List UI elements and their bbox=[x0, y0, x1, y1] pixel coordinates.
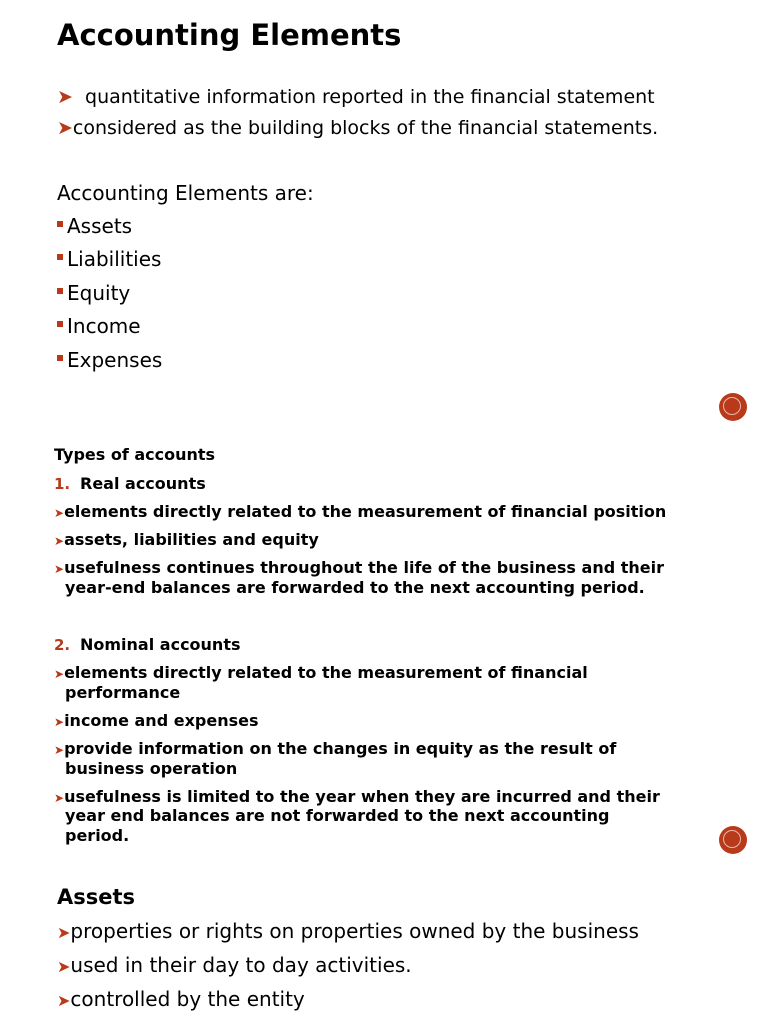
element-item: Expenses bbox=[57, 348, 162, 372]
square-bullet-icon bbox=[57, 221, 63, 227]
nominal-bullet-continuation: period. bbox=[65, 826, 130, 845]
arrow-bullet-icon: ➤ bbox=[54, 506, 65, 520]
real-bullet: ➤usefulness continues throughout the life of the business and their bbox=[54, 558, 664, 577]
arrow-bullet-icon: ➤ bbox=[54, 667, 65, 681]
real-accounts-label: 1. Real accounts bbox=[54, 474, 206, 493]
slide1-title: Accounting Elements bbox=[57, 18, 402, 52]
nominal-bullet: ➤income and expenses bbox=[54, 711, 259, 730]
slide1-bullet-1: ➤ quantitative information reported in the financial statement bbox=[57, 86, 655, 108]
square-bullet-icon bbox=[57, 254, 63, 260]
arrow-bullet-icon: ➤ bbox=[57, 991, 71, 1010]
slide1-intro: Accounting Elements are: bbox=[57, 181, 314, 205]
nominal-bullet-continuation: performance bbox=[65, 683, 181, 702]
arrow-bullet-icon: ➤ bbox=[54, 562, 65, 576]
square-bullet-icon bbox=[57, 288, 63, 294]
element-item: Assets bbox=[57, 214, 132, 238]
square-bullet-icon bbox=[57, 355, 63, 361]
element-item: Income bbox=[57, 314, 141, 338]
nominal-bullet-continuation: business operation bbox=[65, 759, 238, 778]
nominal-bullet-continuation: year end balances are not forwarded to the next accounting bbox=[65, 806, 610, 825]
square-bullet-icon bbox=[57, 321, 63, 327]
circle-marker-icon bbox=[720, 827, 746, 853]
element-item: Equity bbox=[57, 281, 130, 305]
arrow-bullet-icon: ➤ bbox=[57, 86, 73, 108]
arrow-bullet-icon: ➤ bbox=[54, 715, 65, 729]
real-bullet: ➤assets, liabilities and equity bbox=[54, 530, 319, 549]
nominal-accounts-label: 2. Nominal accounts bbox=[54, 635, 241, 654]
assets-heading: Assets bbox=[57, 885, 136, 909]
nominal-bullet: ➤elements directly related to the measurement of financial bbox=[54, 663, 588, 682]
arrow-bullet-icon: ➤ bbox=[57, 957, 71, 976]
arrow-bullet-icon: ➤ bbox=[54, 534, 65, 548]
assets-bullet: ➤properties or rights on properties owned by the business bbox=[57, 919, 639, 943]
arrow-bullet-icon: ➤ bbox=[57, 923, 71, 942]
slide1-bullet-2: ➤considered as the building blocks of the financial statements. bbox=[57, 117, 659, 139]
arrow-bullet-icon: ➤ bbox=[54, 791, 65, 805]
assets-bullet: ➤controlled by the entity bbox=[57, 987, 305, 1011]
arrow-bullet-icon: ➤ bbox=[54, 743, 65, 757]
element-item: Liabilities bbox=[57, 247, 161, 271]
nominal-bullet: ➤provide information on the changes in equity as the result of bbox=[54, 739, 617, 758]
types-heading: Types of accounts bbox=[54, 445, 216, 464]
arrow-bullet-icon: ➤ bbox=[57, 117, 73, 139]
real-bullet: ➤elements directly related to the measurement of financial position bbox=[54, 502, 667, 521]
assets-bullet: ➤used in their day to day activities. bbox=[57, 953, 412, 977]
circle-marker-icon bbox=[720, 394, 746, 420]
real-bullet-continuation: year-end balances are forwarded to the next accounting period. bbox=[65, 578, 645, 597]
nominal-bullet: ➤usefulness is limited to the year when they are incurred and their bbox=[54, 787, 660, 806]
